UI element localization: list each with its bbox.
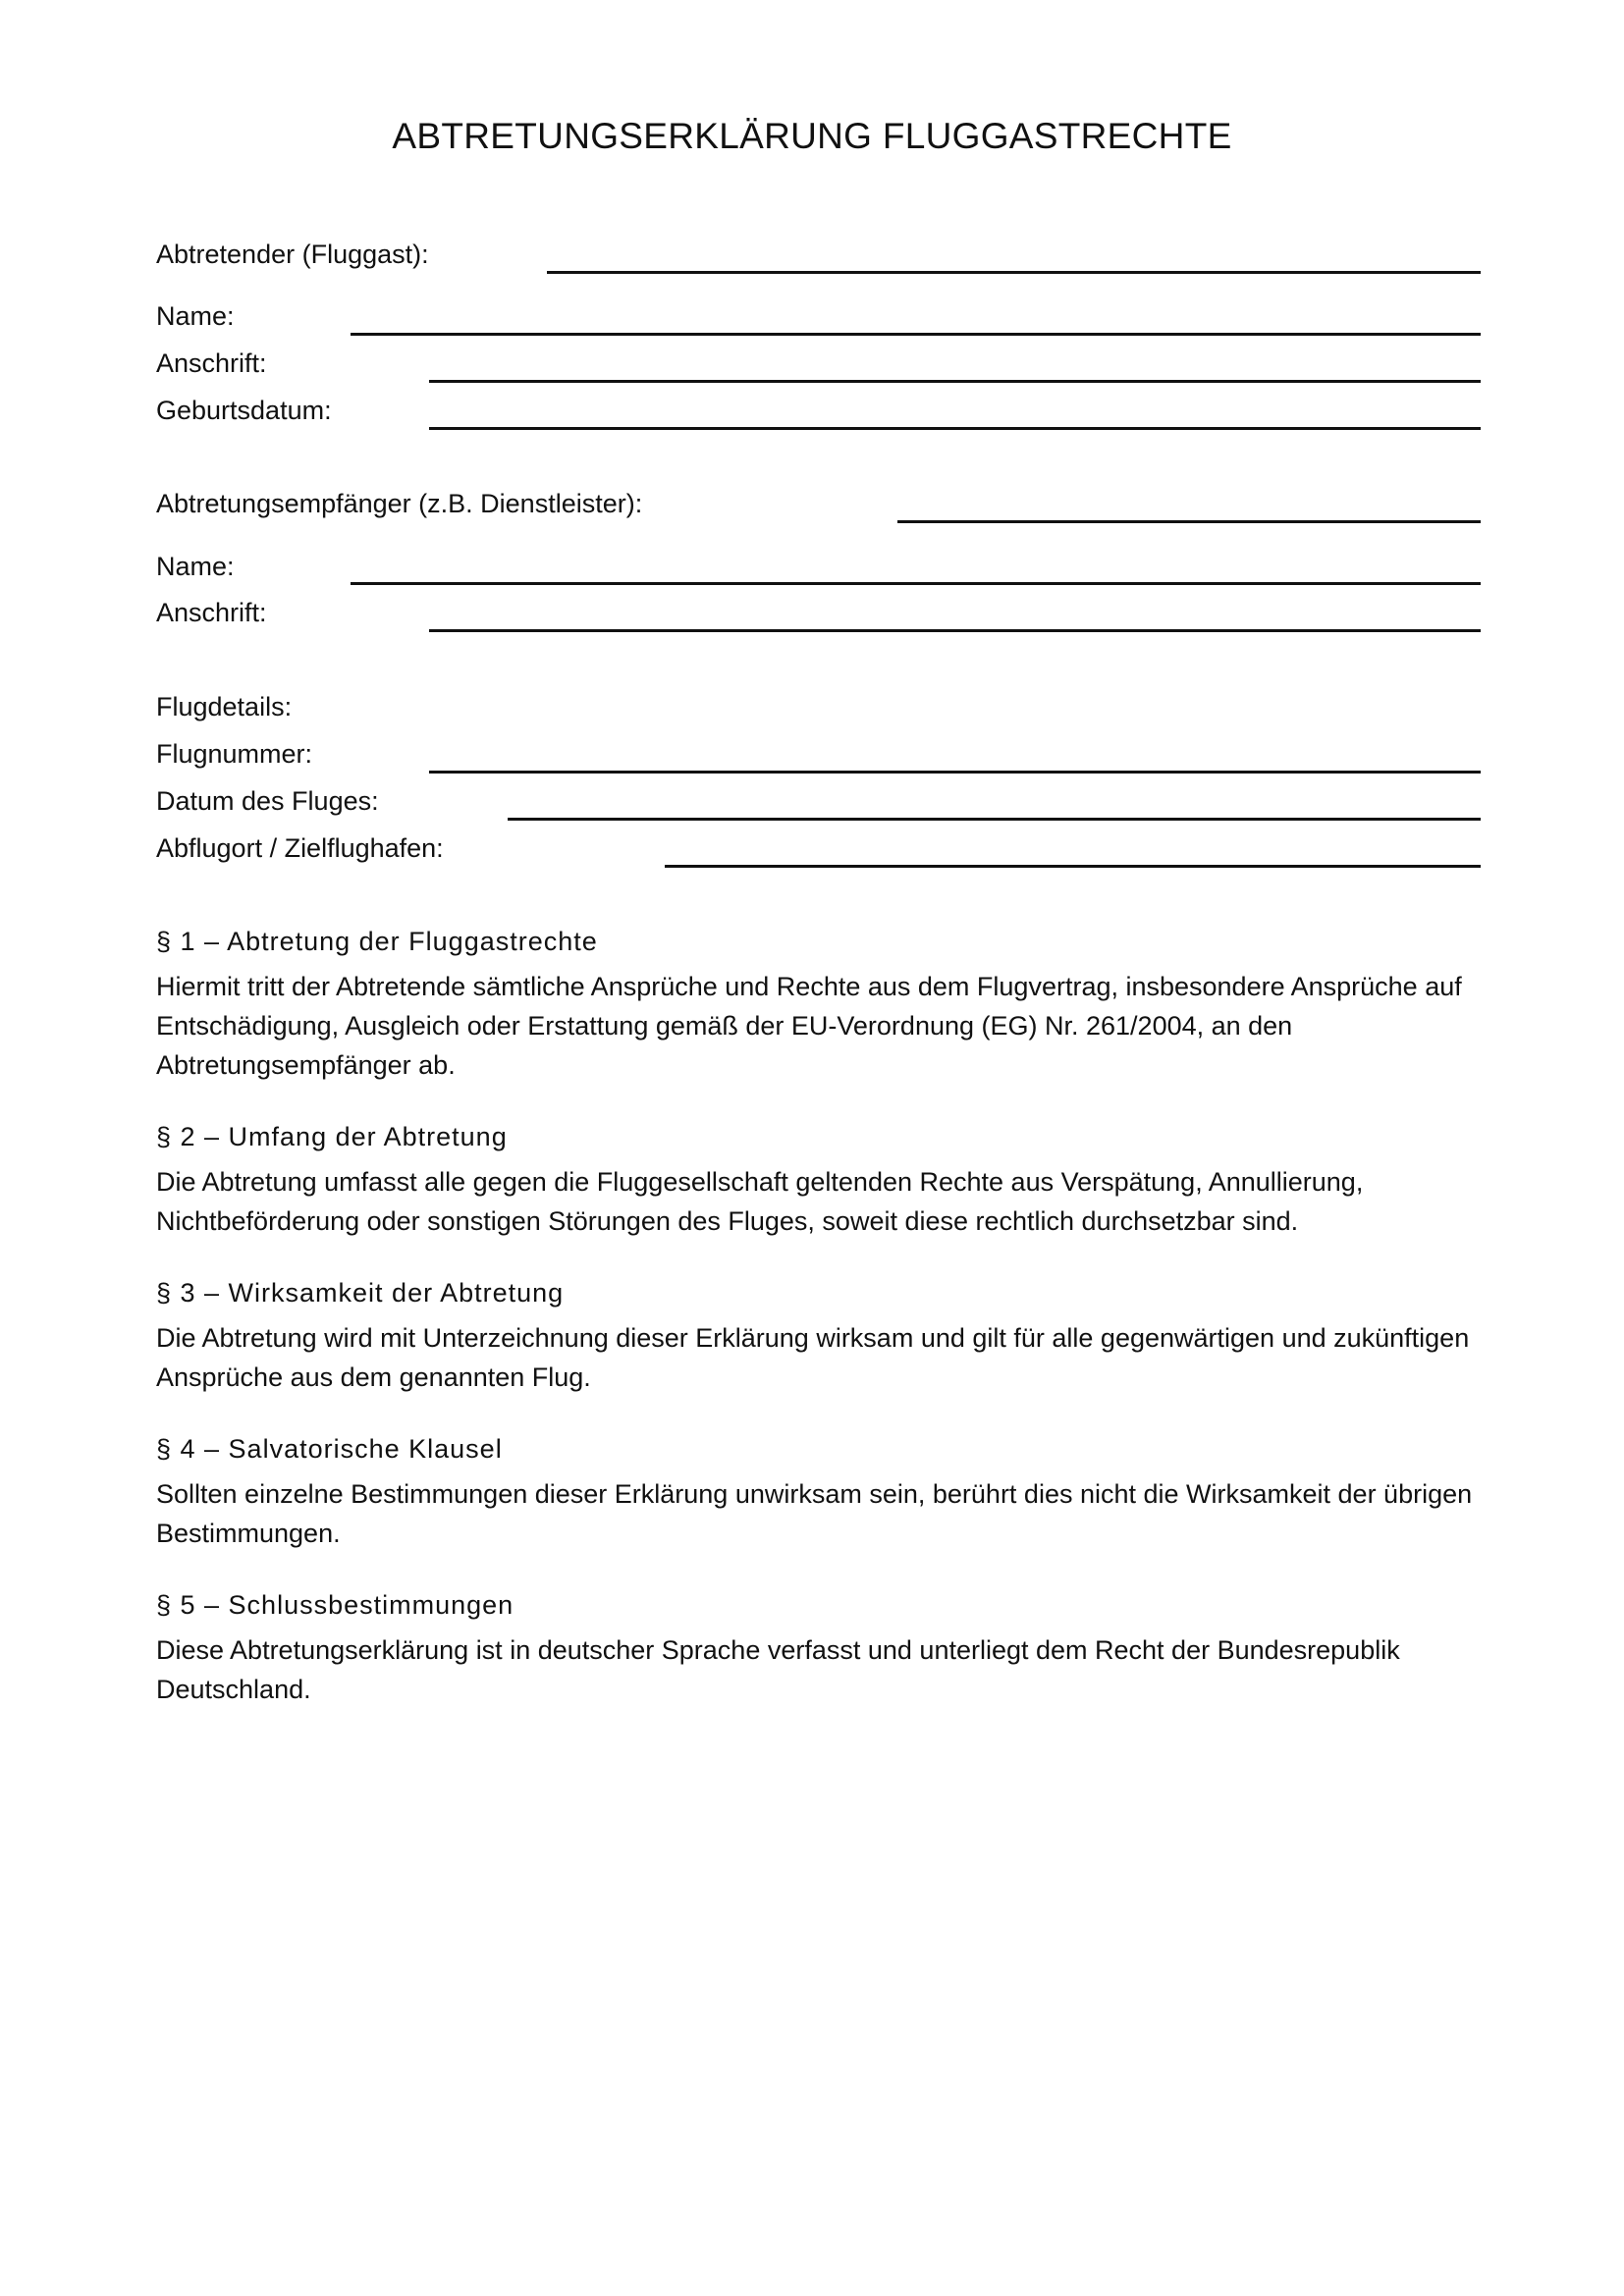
- flight-number-field[interactable]: [429, 771, 1481, 774]
- assignor-birthdate-label: Geburtsdatum:: [156, 396, 332, 425]
- section-1-heading: § 1 – Abtretung der Fluggastrechte: [156, 927, 598, 956]
- assignor-name-field[interactable]: [351, 333, 1481, 336]
- assignor-birthdate-field[interactable]: [429, 427, 1481, 430]
- assignor-signature-line[interactable]: [547, 271, 1481, 274]
- section-2-heading: § 2 – Umfang der Abtretung: [156, 1122, 508, 1151]
- section-3-heading: § 3 – Wirksamkeit der Abtretung: [156, 1278, 565, 1308]
- flight-heading: Flugdetails:: [156, 692, 293, 721]
- flight-date-label: Datum des Fluges:: [156, 786, 379, 816]
- assignee-name-field[interactable]: [351, 582, 1481, 585]
- flight-date-field[interactable]: [508, 818, 1481, 821]
- assignee-heading-line[interactable]: [897, 520, 1481, 523]
- section-5-heading: § 5 – Schlussbestimmungen: [156, 1590, 514, 1620]
- section-4-heading: § 4 – Salvatorische Klausel: [156, 1434, 503, 1464]
- flight-number-label: Flugnummer:: [156, 739, 313, 769]
- document-title: ABTRETUNGSERKLÄRUNG FLUGGASTRECHTE: [392, 116, 1232, 156]
- section-1-body: Hiermit tritt der Abtretende sämtliche Ansprüche und Rechte aus dem Flugvertrag, insbesondere Ansprüche auf Entschädigung, Ausgleich oder Erstattung gemäß der EU-Verordnung (EG) Nr. 261/2004, an den Abtretungsempfänger ab.: [156, 972, 1462, 1080]
- assignor-name-label: Name:: [156, 301, 235, 331]
- section-2-body: Die Abtretung umfasst alle gegen die Fluggesellschaft geltenden Rechte aus Verspätung, Annullierung, Nichtbeförderung oder sonstigen Störungen des Fluges, soweit diese rechtlich durchsetzbar sind.: [156, 1167, 1364, 1236]
- assignor-address-label: Anschrift:: [156, 348, 267, 378]
- section-3-body: Die Abtretung wird mit Unterzeichnung dieser Erklärung wirksam und gilt für alle gegenwärtigen und zukünftigen Ansprüche aus dem genannten Flug.: [156, 1323, 1470, 1392]
- flight-route-label: Abflugort / Zielflughafen:: [156, 833, 444, 863]
- section-5-body: Diese Abtretungserklärung ist in deutscher Sprache verfasst und unterliegt dem Recht der Bundesrepublik Deutschland.: [156, 1635, 1400, 1704]
- assignee-name-label: Name:: [156, 552, 235, 581]
- assignor-heading: Abtretender (Fluggast):: [156, 240, 429, 269]
- assignee-address-field[interactable]: [429, 629, 1481, 632]
- assignor-address-field[interactable]: [429, 380, 1481, 383]
- assignee-address-label: Anschrift:: [156, 598, 267, 627]
- flight-route-field[interactable]: [665, 865, 1481, 868]
- assignee-heading: Abtretungsempfänger (z.B. Dienstleister):: [156, 489, 643, 518]
- section-4-body: Sollten einzelne Bestimmungen dieser Erklärung unwirksam sein, berührt dies nicht die Wirksamkeit der übrigen Bestimmungen.: [156, 1479, 1473, 1548]
